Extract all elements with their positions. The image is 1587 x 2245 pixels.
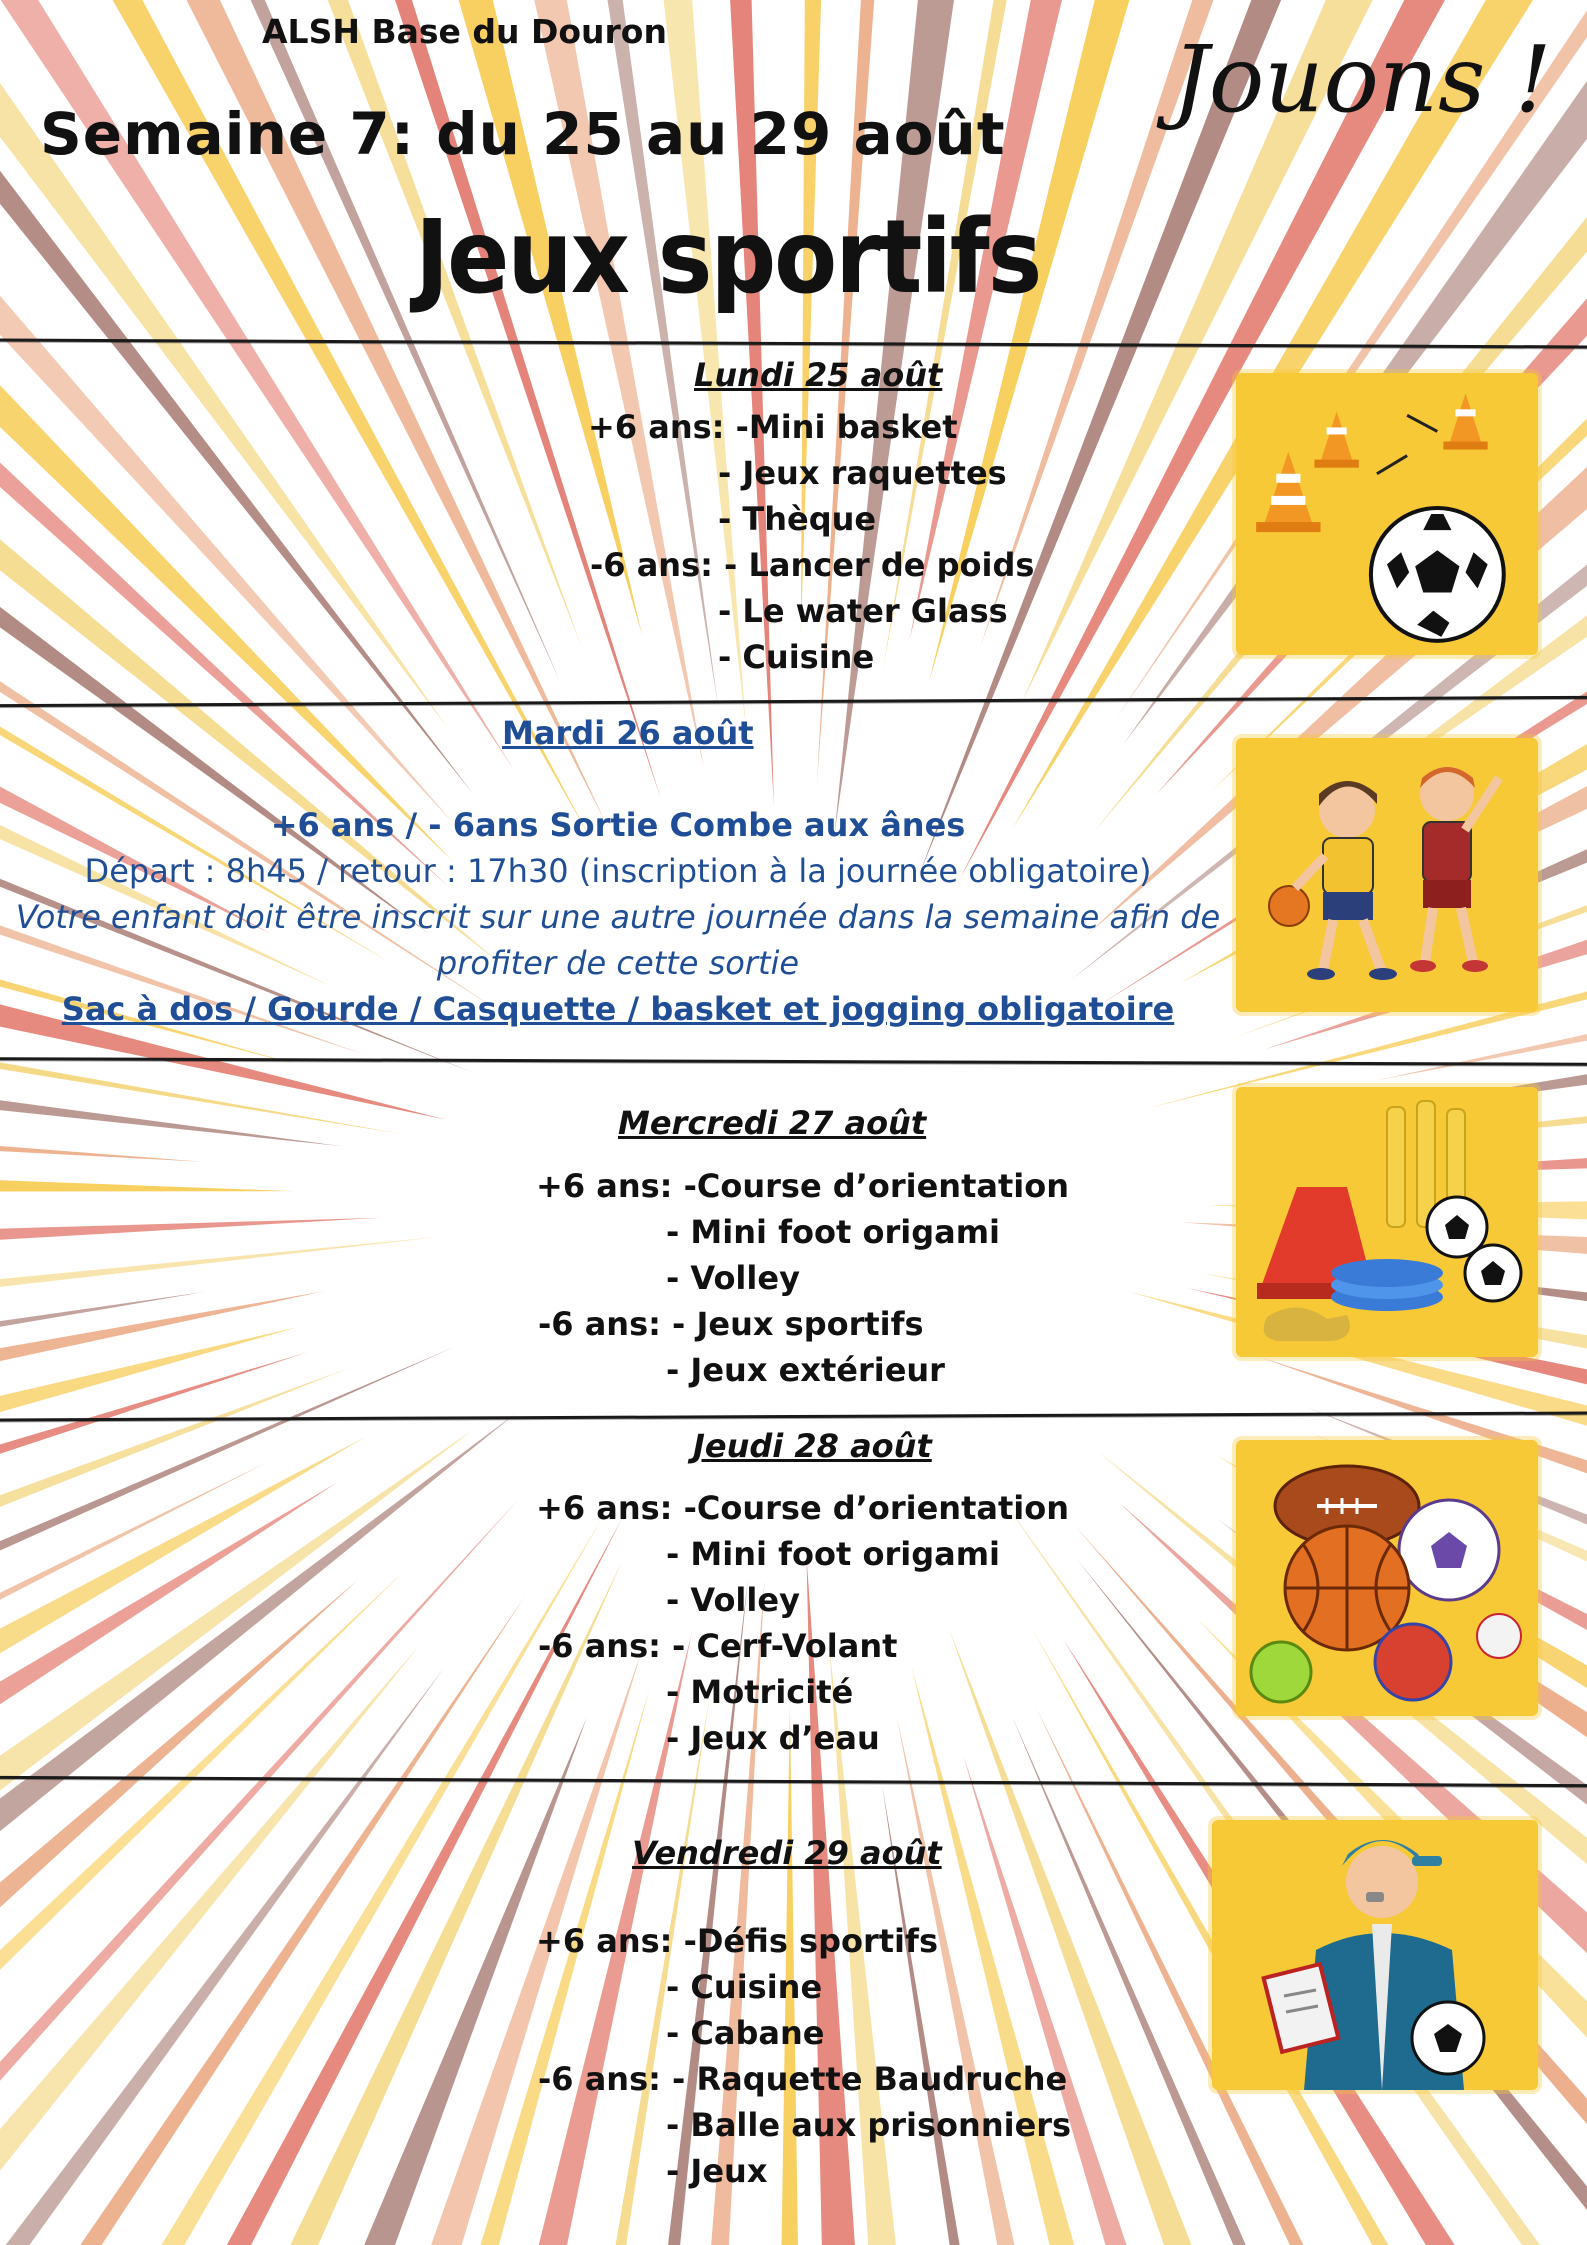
- activity-line: -6 ans: - Raquette Baudruche: [538, 2060, 1068, 2098]
- activity-line: - Cuisine: [666, 1968, 823, 2006]
- cones-ball-icon: [1236, 373, 1538, 655]
- page-title: Jeux sportifs: [415, 198, 1041, 317]
- activity-line: - Balle aux prisonniers: [666, 2106, 1072, 2144]
- activity-line: - Cabane: [666, 2014, 825, 2052]
- activity-line: -6 ans: - Lancer de poids: [590, 546, 1035, 584]
- outing-gear: Sac à dos / Gourde / Casquette / basket et jogging obligatoire: [61, 990, 1175, 1028]
- outing-title: +6 ans / - 6ans Sortie Combe aux ânes: [270, 806, 966, 844]
- sunburst-ray: [0, 1291, 325, 1613]
- week-title: Semaine 7: du 25 au 29 août: [40, 100, 1006, 168]
- activity-line: - Jeux raquettes: [718, 454, 1007, 492]
- day-heading-monday: Lundi 25 août: [694, 356, 943, 394]
- activity-line: -6 ans: - Cerf-Volant: [538, 1627, 898, 1665]
- sports-balls-icon: [1236, 1440, 1538, 1716]
- day-heading-wednesday: Mercredi 27 août: [618, 1104, 927, 1142]
- coach-whistle-icon: [1212, 1820, 1538, 2090]
- sunburst-ray: [0, 1347, 454, 2015]
- activity-line: - Mini foot origami: [666, 1535, 1000, 1573]
- activity-line: +6 ans: -Défis sportifs: [536, 1922, 938, 1960]
- activity-line: +6 ans: -Mini basket: [588, 408, 958, 446]
- activity-line: - Jeux d’eau: [666, 1719, 880, 1757]
- activity-line: +6 ans: -Course d’orientation: [536, 1167, 1069, 1205]
- activity-line: - Le water Glass: [718, 592, 1008, 630]
- sunburst-ray: [0, 1135, 294, 1193]
- outing-schedule: Départ : 8h45 / retour : 17h30 (inscription à la journée obligatoire): [84, 852, 1152, 890]
- day-heading-friday: Vendredi 29 août: [632, 1834, 942, 1872]
- activity-line: - Jeux: [666, 2152, 768, 2190]
- sunburst-ray: [801, 0, 847, 635]
- activity-line: - Motricité: [666, 1673, 854, 1711]
- sunburst-ray: [0, 1237, 441, 1424]
- activity-line: -6 ans: - Jeux sportifs: [538, 1305, 924, 1343]
- basketball-kids-icon: [1236, 738, 1538, 1012]
- activity-line: - Cuisine: [718, 638, 875, 676]
- activity-line: - Thèque: [718, 500, 877, 538]
- organization-name: ALSH Base du Douron: [262, 12, 667, 51]
- outing-note: Votre enfant doit être inscrit sur une autre journée dans la semaine afin de: [15, 898, 1221, 936]
- day-heading-thursday: Jeudi 28 août: [693, 1427, 932, 1465]
- activity-line: - Volley: [666, 1259, 800, 1297]
- tagline: Jouons !: [1172, 26, 1552, 133]
- activity-line: - Mini foot origami: [666, 1213, 1000, 1251]
- activity-line: +6 ans: -Course d’orientation: [536, 1489, 1069, 1527]
- outing-note: profiter de cette sortie: [436, 944, 800, 982]
- training-equipment-icon: [1236, 1087, 1538, 1357]
- activity-line: - Volley: [666, 1581, 800, 1619]
- activity-line: - Jeux extérieur: [666, 1351, 945, 1389]
- day-heading-tuesday: Mardi 26 août: [502, 714, 754, 752]
